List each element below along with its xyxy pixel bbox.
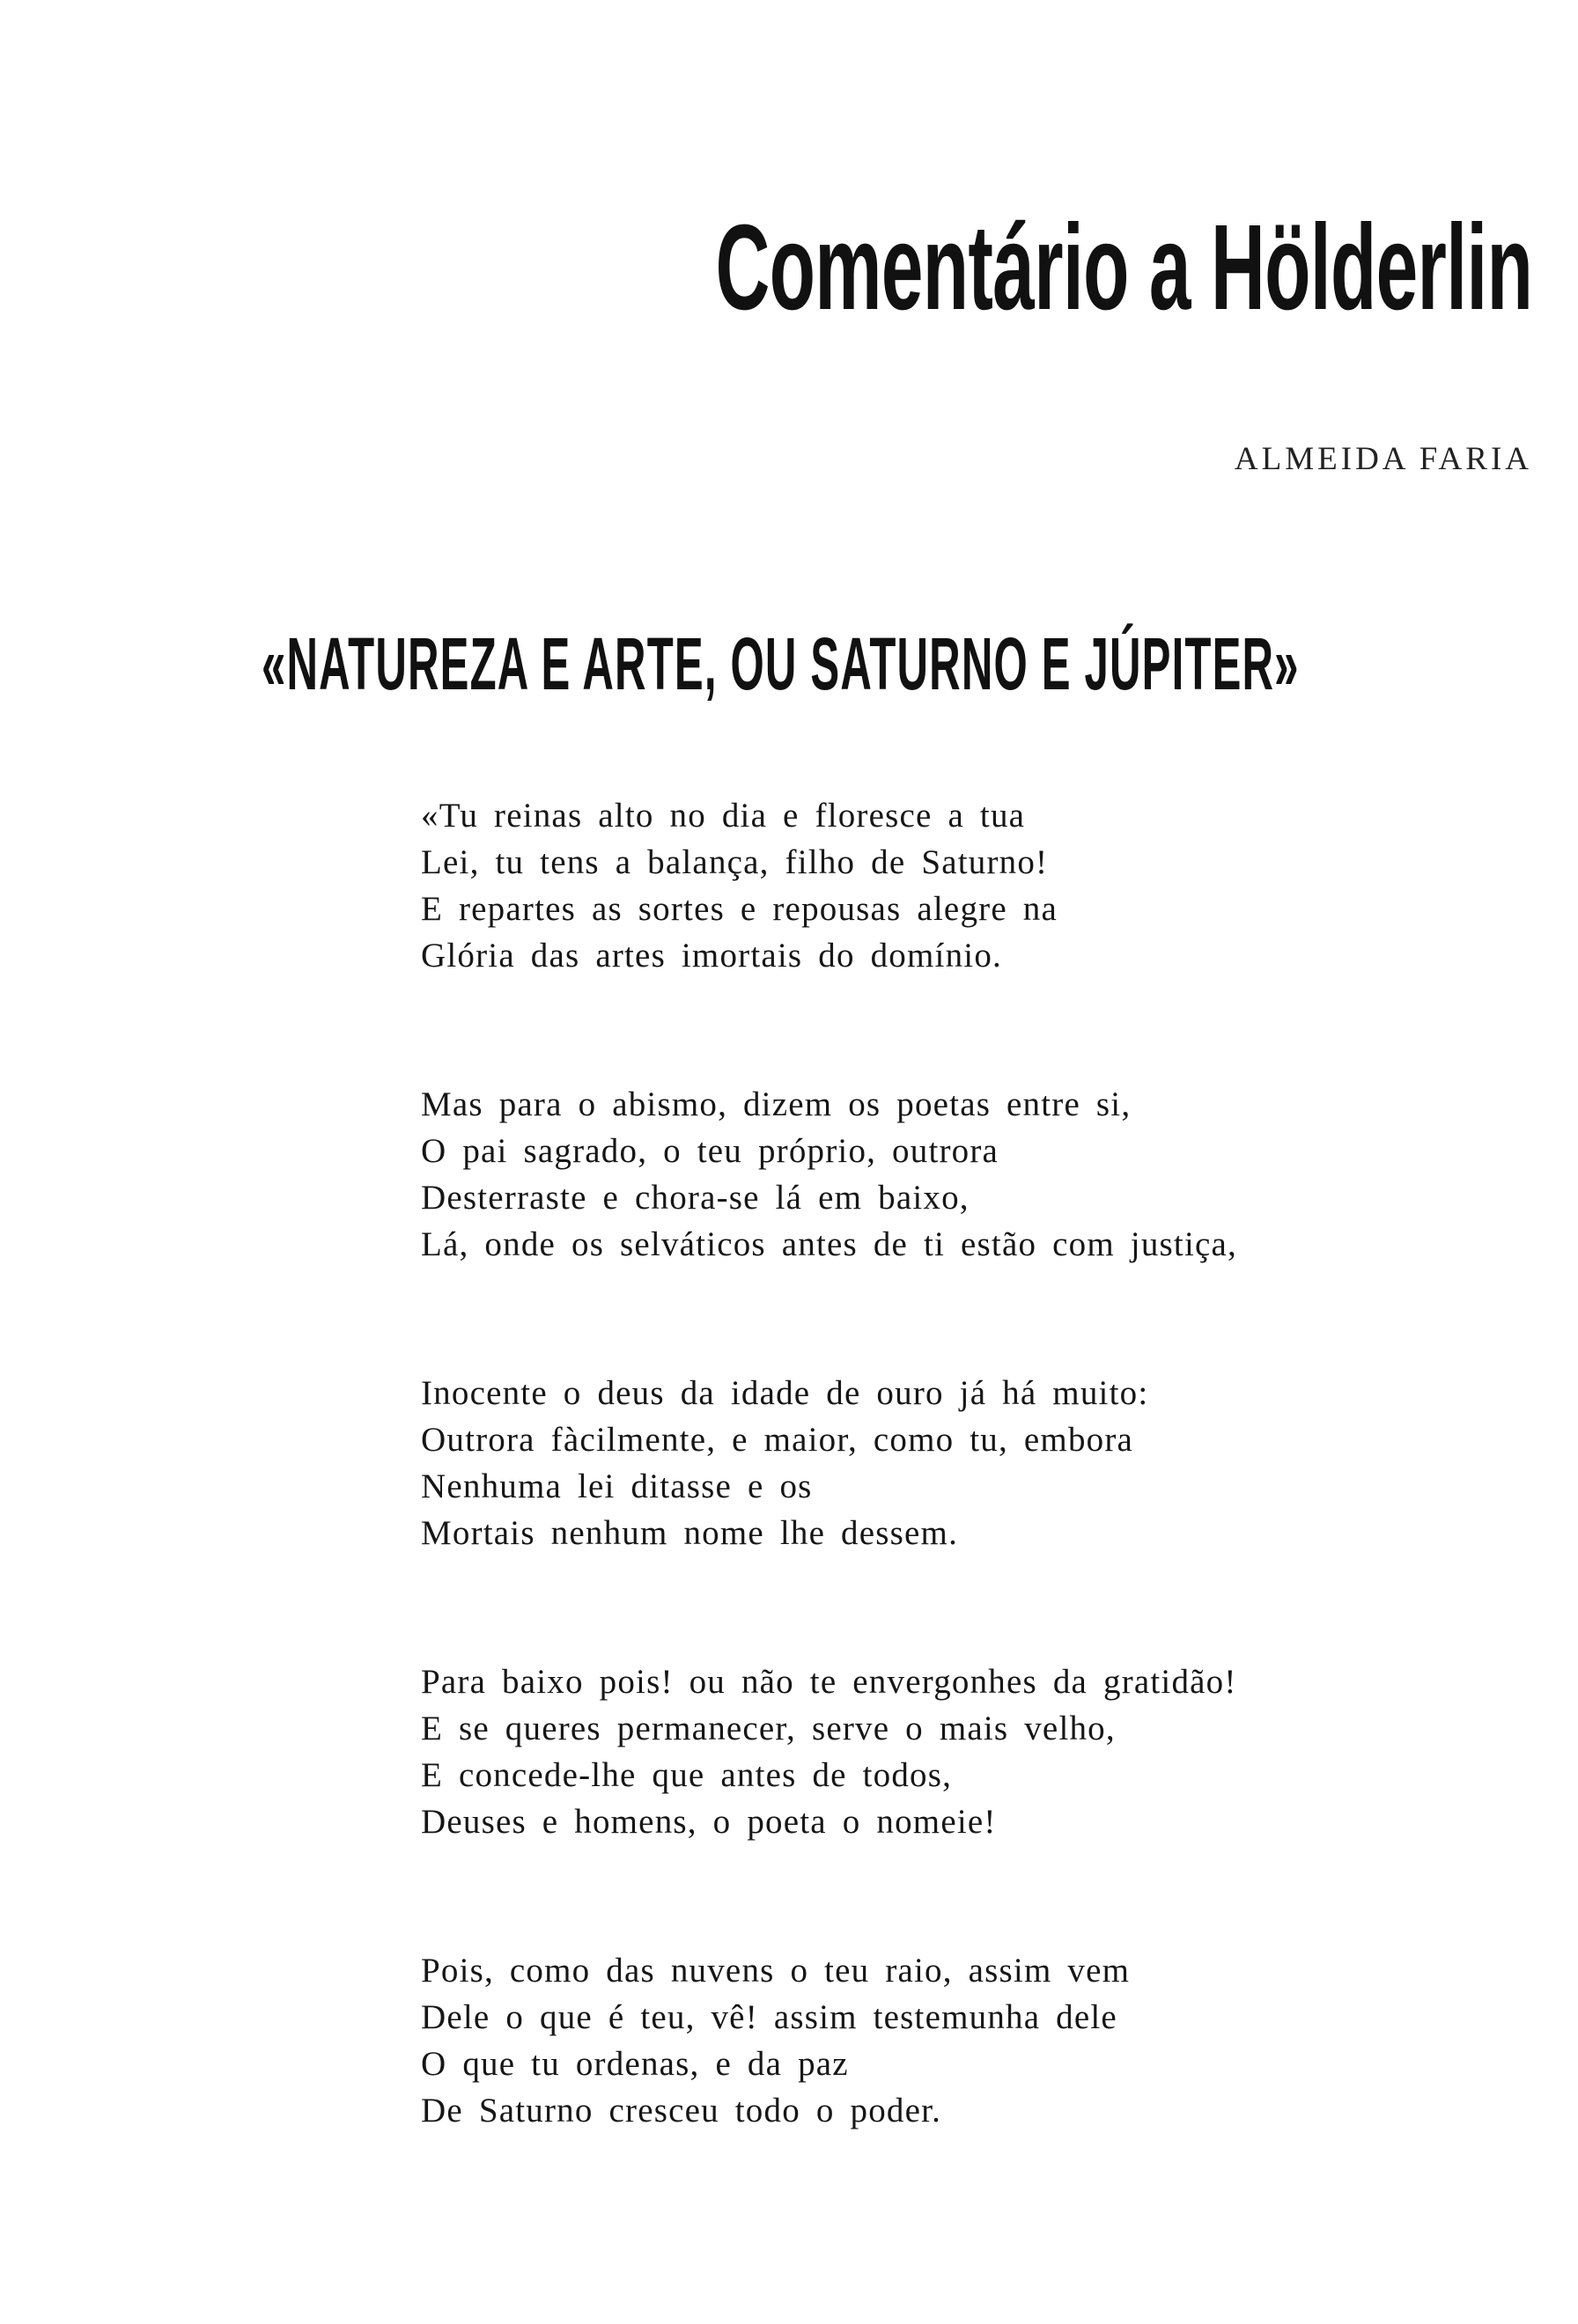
poem-title: «NATUREZA E ARTE, OU SATURNO E JÚPITER» — [262, 622, 1300, 705]
poem-line: Mortais nenhum nome lhe dessem. — [421, 1514, 959, 1552]
poem-line: O que tu ordenas, e da paz — [421, 2045, 849, 2083]
poem-line: Mas para o abismo, dizem os poetas entre si, — [421, 1085, 1132, 1123]
stanza-3 — [421, 1370, 1478, 1556]
stanza-5 — [421, 1947, 1478, 2134]
poem-line: Para baixo pois! ou não te envergonhes da gratidão! — [421, 1663, 1237, 1701]
poem-line: «Tu reinas alto no dia e floresce a tua — [421, 797, 1026, 835]
poem-line: E se queres permanecer, serve o mais velho, — [421, 1710, 1116, 1747]
poem-line: Outrora fàcilmente, e maior, como tu, embora — [421, 1421, 1134, 1459]
poem-body — [421, 792, 1478, 2236]
poem-line: Glória das artes imortais do domínio. — [421, 937, 1002, 974]
poem-line: E concede-lhe que antes de todos, — [421, 1756, 953, 1794]
stanza-2 — [421, 1081, 1478, 1268]
poem-line: Dele o que é teu, vê! assim testemunha dele — [421, 1998, 1117, 2036]
poem-line: Inocente o deus da idade de ouro já há muito: — [421, 1374, 1149, 1412]
poem-line: E repartes as sortes e repousas alegre na — [421, 890, 1058, 928]
poem-line: Lei, tu tens a balança, filho de Saturno! — [421, 843, 1049, 881]
stanza-4 — [421, 1658, 1478, 1845]
poem-line: Desterraste e chora-se lá em baixo, — [421, 1179, 970, 1217]
poem-line: O pai sagrado, o teu próprio, outrora — [421, 1132, 999, 1170]
poem-line: Pois, como das nuvens o teu raio, assim vem — [421, 1952, 1131, 1989]
stanza-1 — [421, 792, 1478, 979]
poem-line: Lá, onde os selváticos antes de ti estão com justiça, — [421, 1225, 1237, 1263]
poem-line: De Saturno cresceu todo o poder. — [421, 2092, 942, 2129]
poem-line: Nenhuma lei ditasse e os — [421, 1467, 813, 1505]
poem-line: Deuses e homens, o poeta o nomeie! — [421, 1803, 997, 1841]
page-title: Comentário a Hölderlin — [715, 200, 1532, 335]
author-name: ALMEIDA FARIA — [1234, 441, 1532, 477]
